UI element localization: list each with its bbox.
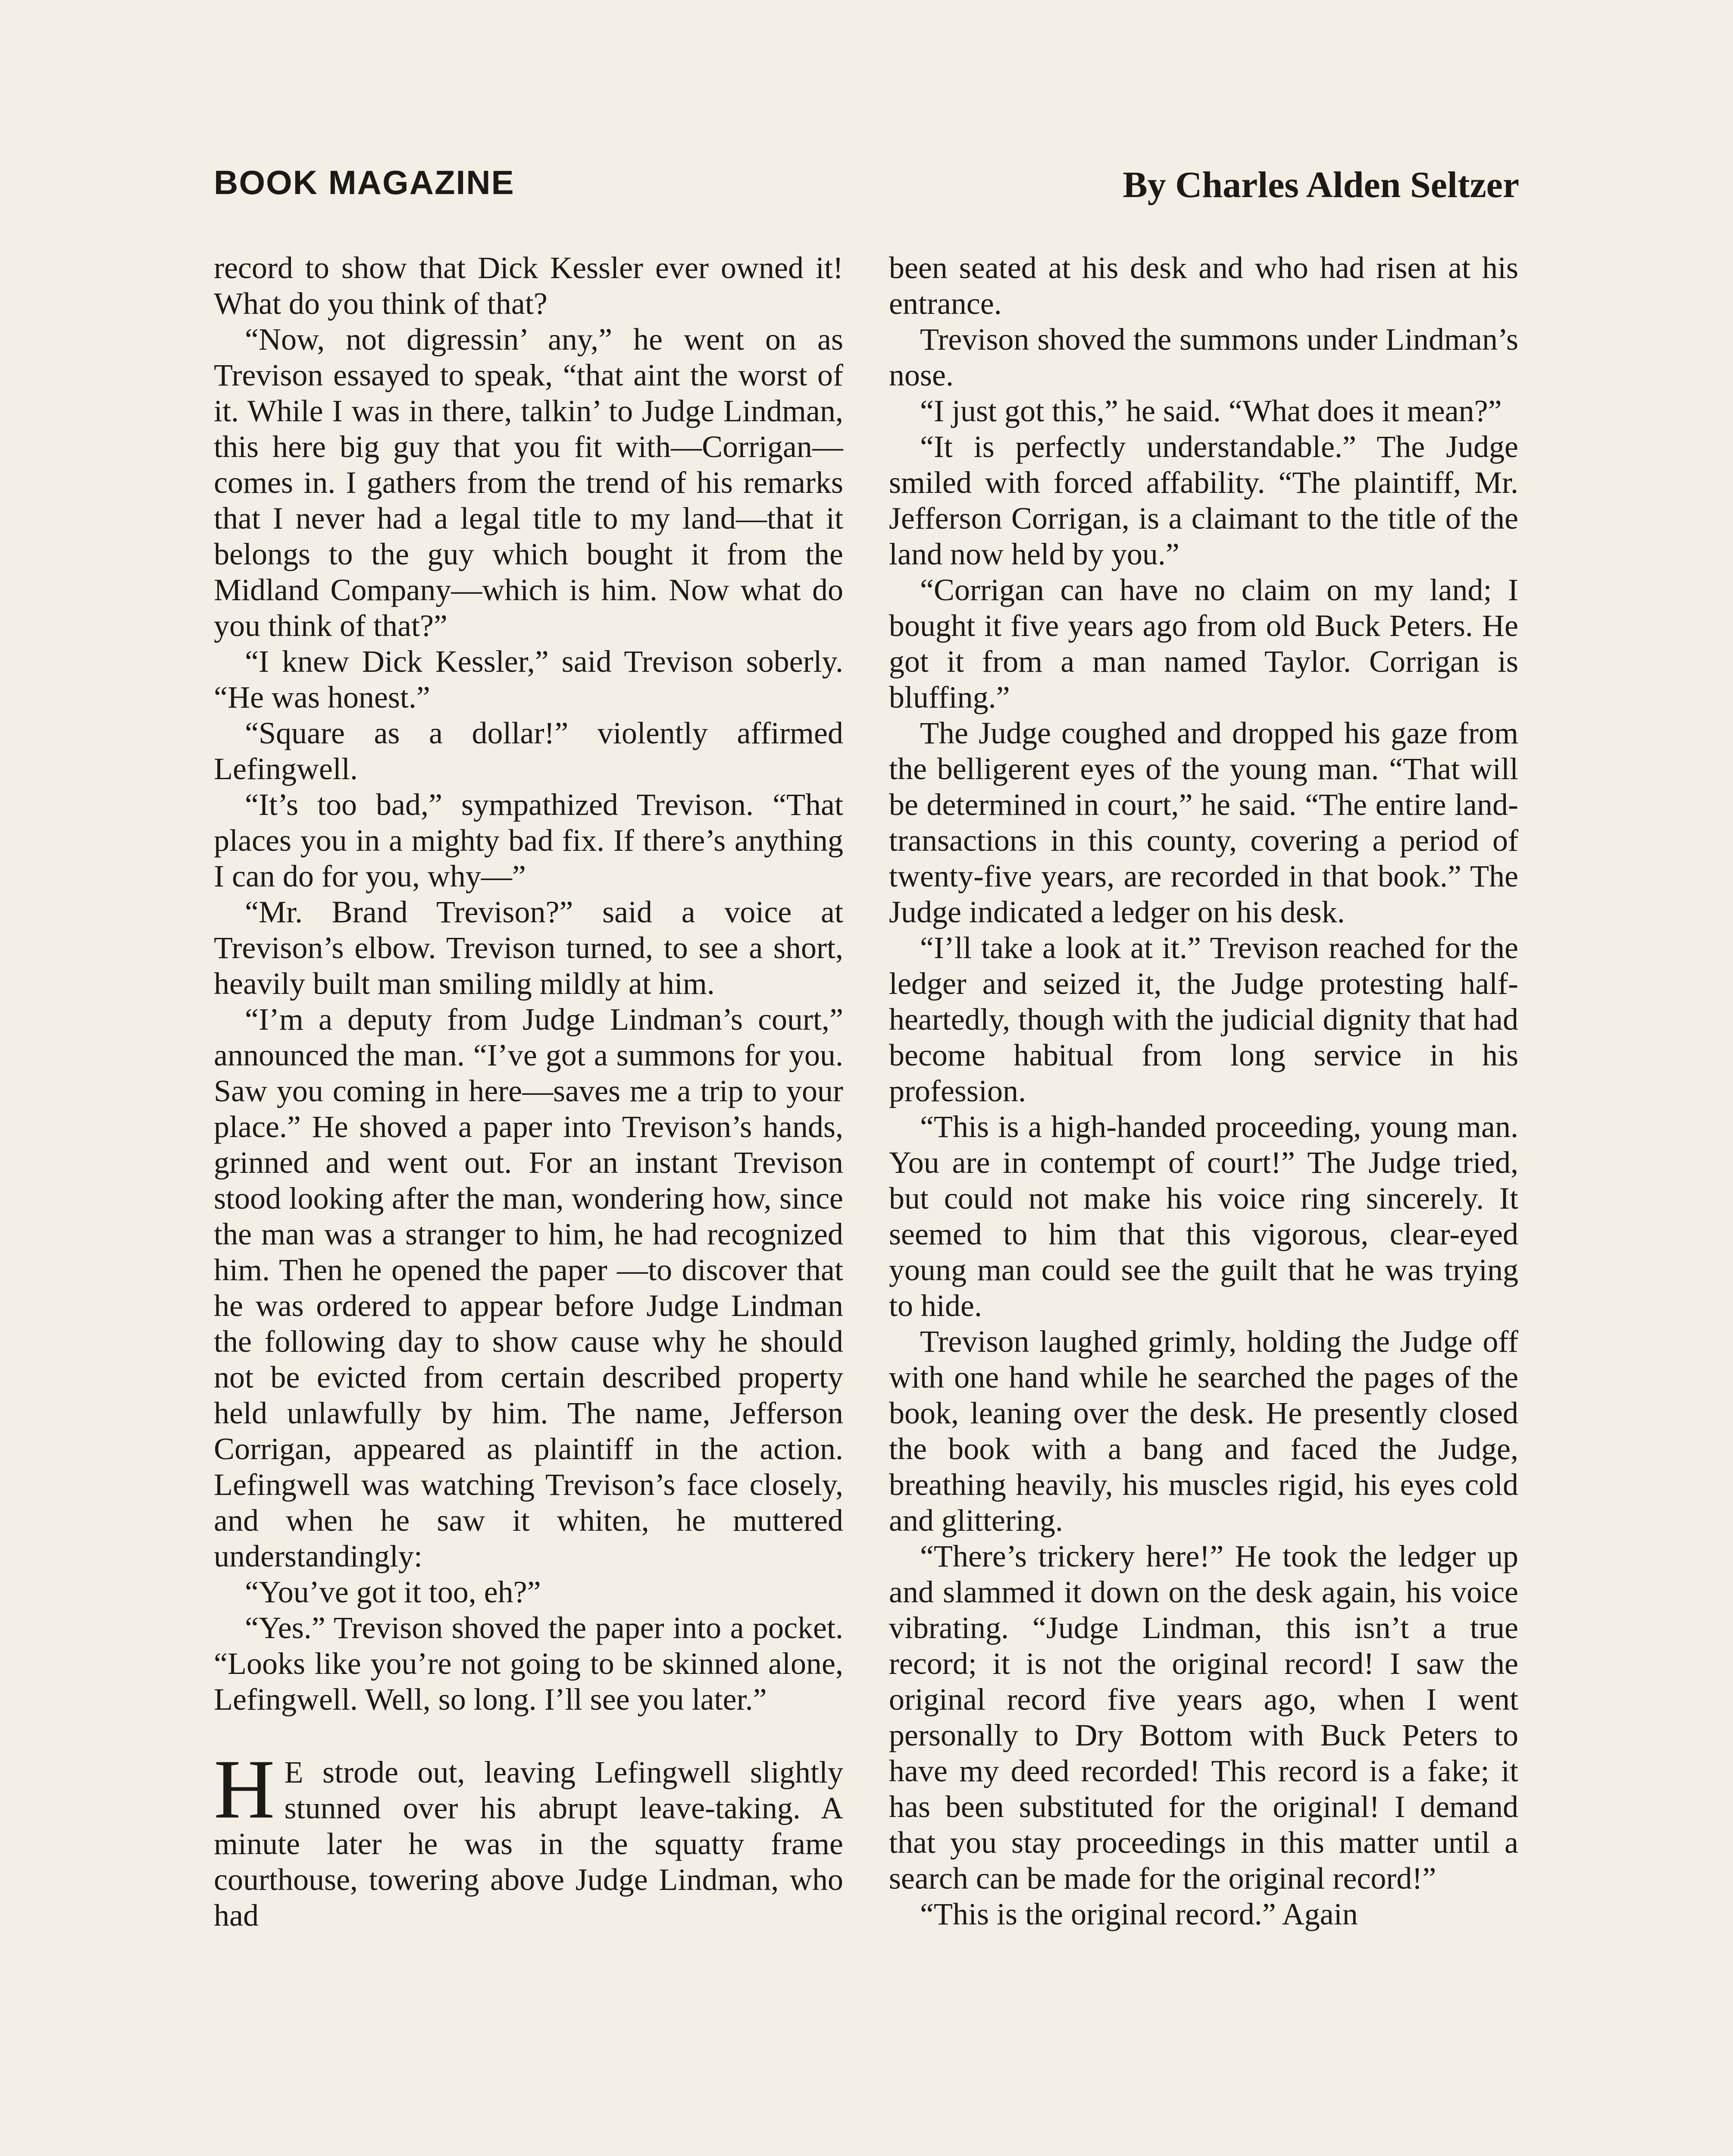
paragraph: “This is a high-handed proceeding, young man. You are in contempt of court!” The Judge tried, but could not make his voice ring sincerely. It seemed to him that this vigorous, clear-eyed young man could see the guilt that he was trying to hide. (889, 1109, 1518, 1323)
drop-cap: H (214, 1742, 275, 1836)
magazine-title: BOOK MAGAZINE (214, 163, 515, 201)
section-opening-paragraph (214, 1742, 843, 1934)
section-opening-text: E strode out, leaving Lefingwell slightly stunned over his abrupt leave-taking. A minute later he was in the squatty frame courthouse, towering above Judge Lindman, who had (214, 1755, 843, 1933)
paragraph: Trevison shoved the summons under Lindman’s nose. (889, 322, 1518, 392)
paragraph: “It’s too bad,” sympathized Trevison. “That places you in a mighty bad fix. If there’s anything I can do for you, why—” (214, 787, 843, 893)
paragraph: “Corrigan can have no claim on my land; I bought it five years ago from old Buck Peters. He got it from a man named Taylor. Corrigan is bluffing.” (889, 573, 1518, 714)
paragraph: The Judge coughed and dropped his gaze from the belligerent eyes of the young man. “That will be determined in court,” he said. “The entire land-transactions in this county, covering a period of twenty-five years, are recorded in that book.” The Judge indicated a ledger on his desk. (889, 716, 1518, 929)
paragraph: “Mr. Brand Trevison?” said a voice at Trevison’s elbow. Trevison turned, to see a short, heavily built man smiling mildly at him. (214, 895, 843, 1001)
paragraph: been seated at his desk and who had risen at his entrance. (889, 251, 1518, 321)
paragraph: “This is the original record.” Again (920, 1897, 1358, 1931)
paragraph: “Now, not digressin’ any,” he went on as Trevison essayed to speak, “that aint the worst of it. While I was in there, talkin’ to Judge Lindman, this here big guy that you fit with—Corrigan—comes in. I gathers from the trend of his remarks that I never had a legal title to my land—that it belongs to the guy which bought it from the Midland Company—which is him. Now what do you think of that?” (214, 322, 843, 643)
paragraph: “You’ve got it too, eh?” (245, 1575, 541, 1609)
paragraph: record to show that Dick Kessler ever owned it! What do you think of that? (214, 251, 843, 321)
running-header (214, 163, 1519, 210)
text-column-right (889, 250, 1518, 1932)
paragraph: “I knew Dick Kessler,” said Trevison soberly. “He was honest.” (214, 644, 843, 714)
paragraph: “I just got this,” he said. “What does it mean?” (920, 394, 1502, 428)
author-byline: By Charles Alden Seltzer (1123, 164, 1519, 205)
paragraph: “Square as a dollar!” violently affirmed Lefingwell. (214, 716, 843, 786)
paragraph: “I’m a deputy from Judge Lindman’s court,” announced the man. “I’ve got a summons for you. Saw you coming in here—saves me a trip to your place.” He shoved a paper into Trevison’s hands, grinned and went out. For an instant Trevison stood looking after the man, wondering how, since the man was a stranger to him, he had recognized him. Then he opened the paper —to discover that he was ordered to appear before Judge Lindman the following day to show cause why he should not be evicted from certain described property held unlawfully by him. The name, Jefferson Corrigan, appeared as plaintiff in the action. Lefingwell was watching Trevison’s face closely, and when he saw it whiten, he muttered understandingly: (214, 1002, 843, 1573)
paragraph: “I’ll take a look at it.” Trevison reached for the ledger and seized it, the Judge protesting half-heartedly, though with the judicial dignity that had become habitual from long service in his profession. (889, 931, 1518, 1108)
text-column-left (214, 250, 843, 1934)
paragraph: “It is perfectly understandable.” The Judge smiled with forced affability. “The plaintiff, Mr. Jefferson Corrigan, is a claimant to the title of the land now held by you.” (889, 429, 1518, 571)
paragraph: “There’s trickery here!” He took the ledger up and slammed it down on the desk again, his voice vibrating. “Judge Lindman, this isn’t a true record; it is not the original record! I saw the original record five years ago, when I went personally to Dry Bottom with Buck Peters to have my deed recorded! This record is a fake; it has been substituted for the original! I demand that you stay proceedings in this matter until a search can be made for the original record!” (889, 1539, 1518, 1896)
paragraph: Trevison laughed grimly, holding the Judge off with one hand while he searched the pages of the book, leaning over the desk. He presently closed the book with a bang and faced the Judge, breathing heavily, his muscles rigid, his eyes cold and glittering. (889, 1324, 1518, 1538)
paragraph: “Yes.” Trevison shoved the paper into a pocket. “Looks like you’re not going to be skinned alone, Lefingwell. Well, so long. I’ll see you later.” (214, 1611, 843, 1717)
